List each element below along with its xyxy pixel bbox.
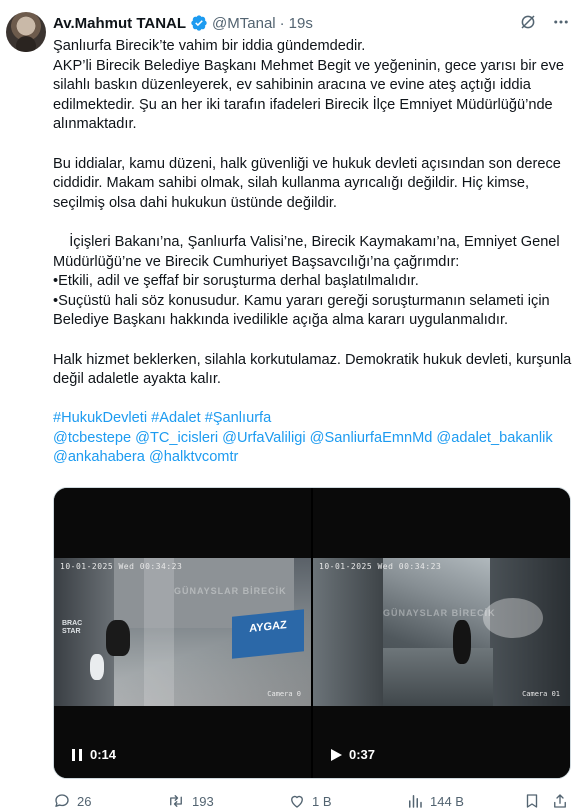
repost-count: 193 xyxy=(192,793,214,809)
bookmark-icon xyxy=(523,792,541,809)
video-2-watermark: GÜNAYSLAR BİRECİK xyxy=(383,608,496,618)
aygaz-sign: AYGAZ xyxy=(232,609,304,659)
share-icon xyxy=(551,792,569,809)
heart-icon xyxy=(288,792,306,809)
more-options-icon[interactable] xyxy=(551,13,571,31)
tweet-time[interactable]: 19s xyxy=(288,14,313,32)
author-handle[interactable]: @MTanal xyxy=(212,14,276,32)
paragraph-3: İçişleri Bakanı’na, Şanlıurfa Valisi’ne, Birecik Kaymakamı’na, Emniyet Genel Müdürlüğü’ne ve Birecik Cumhuriyet Başsavcılığı’na çağrımdır: •Etkili, adil ve şeffaf bir soruşturma derhal başlatılmalıdır. •Suçüstü hali söz konusudur. Kamu yararı gereği soruşturmanın selameti için Belediye Başkanı hakkında ivedilikle açığa alma kararı uygulanmalıdır. xyxy=(53,233,560,329)
video-2[interactable] xyxy=(313,488,570,778)
video-1-camera: Camera 0 xyxy=(267,690,301,698)
video-1[interactable] xyxy=(54,488,311,778)
paragraph-1: Şanlıurfa Birecik’te vahim bir iddia gündemdedir. AKP’li Birecik Belediye Başkanı Mehmet Begit ve yeğeninin, gece yarısı bir eve silahlı baskın düzenleyerek, ev sahibinin aracına ve evine ateş açtığı iddia edilmektedir. Şu an her iki tarafın ifadeleri Birecik İlçe Emniyet Müdürlüğü’nde alınmaktadır. xyxy=(53,38,565,133)
repost-button[interactable] xyxy=(166,792,214,809)
paragraph-2: Bu iddialar, kamu düzeni, halk güvenliği ve hukuk devleti açısından son derece ciddidir. Makam sahibi olmak, silah kullanma ayrıcalığı değildir. Hiç kimse, seçilmiş olsa dahi hukukun üstünde değildir. xyxy=(53,155,565,211)
video-2-duration: 0:37 xyxy=(349,747,376,762)
verified-badge-icon xyxy=(190,14,208,32)
tweet-header xyxy=(53,13,313,33)
video-2-timestamp: 10-01-2025 Wed 00:34:23 xyxy=(319,562,442,571)
video-2-camera: Camera 01 xyxy=(522,690,560,698)
video-2-frame xyxy=(313,558,570,706)
header-separator: · xyxy=(279,14,285,32)
video-1-watermark: GÜNAYSLAR BİRECİK xyxy=(174,586,287,596)
author-name[interactable]: Av.Mahmut TANAL xyxy=(53,14,187,32)
views-chart-icon xyxy=(406,792,424,809)
grok-icon[interactable] xyxy=(519,13,537,31)
bookmark-button[interactable] xyxy=(523,792,541,809)
video-1-timestamp: 10-01-2025 Wed 00:34:23 xyxy=(60,562,183,571)
pause-icon[interactable] xyxy=(70,748,84,762)
reply-button[interactable] xyxy=(53,792,91,809)
media-grid xyxy=(53,487,571,779)
video-1-frame xyxy=(54,558,311,706)
like-button[interactable] xyxy=(288,792,332,809)
author-avatar[interactable] xyxy=(6,12,46,52)
play-icon[interactable] xyxy=(329,748,343,762)
video-2-controls[interactable] xyxy=(329,747,375,762)
reply-count: 26 xyxy=(77,793,92,809)
like-count: 1 B xyxy=(312,793,332,809)
video-1-controls[interactable] xyxy=(70,747,116,762)
mentions[interactable]: @tcbestepe @TC_icisleri @UrfaValiligi @SanliurfaEmnMd @adalet_bakanlik @ankahabera @halktvcomtr xyxy=(53,429,557,466)
header-actions xyxy=(519,13,571,31)
views-button[interactable] xyxy=(406,792,464,809)
share-button[interactable] xyxy=(551,792,569,809)
store-sign: BRAC STAR xyxy=(62,620,83,635)
tweet-actions xyxy=(53,790,575,809)
tweet-text xyxy=(53,37,575,468)
repost-icon xyxy=(166,792,186,809)
hashtags[interactable]: #HukukDevleti #Adalet #Şanlıurfa xyxy=(53,410,272,427)
views-count: 144 B xyxy=(430,793,464,809)
video-1-duration: 0:14 xyxy=(90,747,117,762)
reply-icon xyxy=(53,792,71,809)
paragraph-4: Halk hizmet beklerken, silahla korkutulamaz. Demokratik hukuk devleti, kurşunla değil adaletle ayakta kalır. xyxy=(53,351,576,388)
